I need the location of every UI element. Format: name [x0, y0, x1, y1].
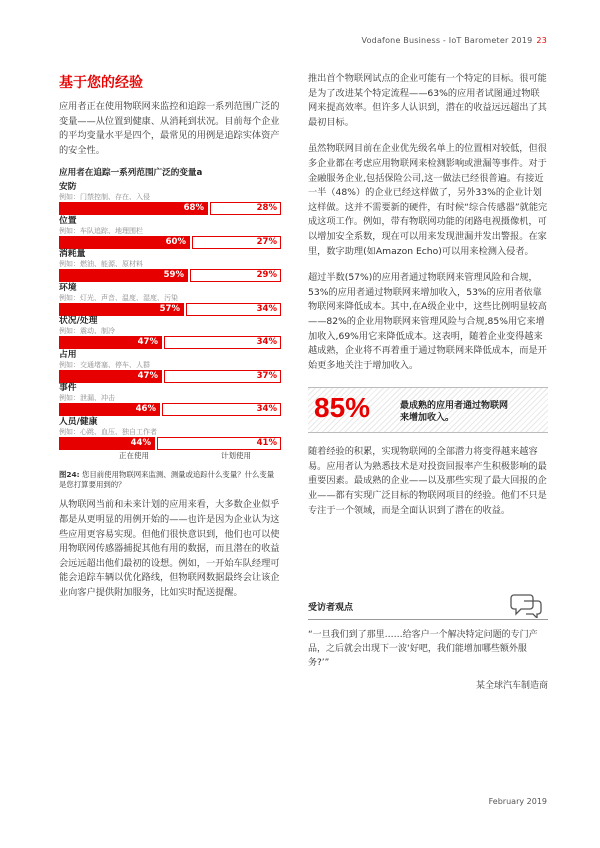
header-title: Vodafone Business - IoT Barometer 2019: [361, 36, 533, 45]
figure-caption: [59, 470, 281, 490]
bar-current: [59, 370, 162, 383]
stat-callout: [308, 387, 548, 433]
bar-current-label: 47%: [137, 370, 158, 381]
bar-planned-label: 34%: [256, 337, 277, 348]
chart-category: [59, 383, 281, 417]
bar-planned-label: 34%: [256, 404, 277, 415]
bar-current: [59, 236, 190, 249]
bar-planned: [164, 370, 281, 383]
chart-category: [59, 216, 281, 250]
page-number: 23: [536, 36, 547, 45]
bar-current: [59, 202, 208, 215]
right-paragraph-1: 推出首个物联网试点的企业可能有一个特定的目标。很可能是为了改进某个特定流程——63%的应用者试图通过物联网来提高效率。但许多人认识到，潜在的收益远远超出了其最初目标。: [308, 73, 547, 128]
stat-value: 85%: [314, 392, 371, 424]
category-name: 状况/处理: [59, 316, 98, 327]
category-example: 例如：门禁控制、存在、入侵: [59, 193, 150, 202]
quote-divider: [308, 619, 548, 620]
bar-planned-label: 34%: [256, 303, 277, 314]
bar-current-label: 47%: [137, 337, 158, 348]
bar-planned-label: 27%: [256, 236, 277, 247]
bar-planned: [164, 336, 281, 349]
category-name: 事件: [59, 383, 77, 394]
body-paragraph: 从物联网当前和未来计划的应用来看，大多数企业似乎都是从更明显的用例开始的——也许是因为企业认为这些应用更容易实现。但他们很快意识到，他们也可以使用物联网传感器捕捉其他有用的数据，而且潜在的收益会远远超出他们最初的设想。例如，一开始车队经理可能会追踪车辆以优化路线，但物联网数据最终会让该企业向客户提供附加服务，比如实时配送提醒。: [59, 499, 280, 598]
chart-category: [59, 316, 281, 350]
bar-current: [59, 437, 155, 450]
bar-group: [59, 437, 281, 450]
category-name: 占用: [59, 349, 77, 360]
quote-heading: 受访者观点: [308, 603, 354, 613]
bar-planned: [190, 269, 281, 282]
category-name: 安防: [59, 182, 77, 193]
bar-planned-label: 37%: [256, 370, 277, 381]
legend-current: 正在使用: [119, 451, 149, 461]
category-name: 环境: [59, 282, 77, 293]
category-example: 例如：心跳、血压、独自工作者: [59, 427, 157, 436]
bar-current-label: 60%: [165, 236, 186, 247]
bar-current: [59, 336, 162, 349]
right-paragraph-2: 虽然物联网目前在企业优先级名单上的位置相对较低，但很多企业都在考虑应用物联网来检测影响或泄漏等事件。对于金融服务企业,包括保险公司,这一做法已经很普遍。有接近一半（48%）的企业已经这样做了，另外33%的企业计划这样做。这并不需要新的硬件，有时候“综合传感器”就能完成这项工作。例如，带有物联网功能的闭路电视摄像机，可以增加安全系数，现在可以用来发现泄漏并发出警报。在家里，数字助理(如Amazon Echo)可以用来检测入侵者。: [308, 143, 548, 257]
caption-text: 您目前使用物联网来监测、测量或追踪什么变量？什么变量是您打算要用到的？: [59, 470, 275, 490]
bar-planned-label: 29%: [256, 270, 277, 281]
bar-group: [59, 202, 281, 215]
chart-category: [59, 350, 281, 384]
bar-current: [59, 403, 160, 416]
bar-group: [59, 303, 281, 316]
category-example: 例如：车队追踪、地理围栏: [59, 226, 143, 235]
quote-box: [308, 600, 548, 691]
chart-category: [59, 283, 281, 317]
category-name: 人员/健康: [59, 416, 98, 427]
quote-text: “一旦我们到了那里……给客户一个解决特定问题的专门产品，之后就会出现下一波‘好吧，我们能增加哪些额外服务?’”: [308, 630, 538, 668]
bar-planned-label: 41%: [256, 437, 277, 448]
category-name: 位置: [59, 215, 77, 226]
bar-group: [59, 236, 281, 249]
chart-category: [59, 417, 281, 451]
bar-current-label: 46%: [135, 404, 156, 415]
bar-planned: [192, 236, 281, 249]
intro-paragraph: 应用者正在使用物联网来监控和追踪一系列范围广泛的变量——从位置到健康、从消耗到状况。目前每个企业的平均变量水平是四个，最常见的用例是追踪实体资产的安全性。: [59, 101, 280, 156]
bar-group: [59, 269, 281, 282]
bar-planned-label: 28%: [256, 203, 277, 214]
bar-current: [59, 269, 188, 282]
chart-category: [59, 182, 281, 216]
bar-group: [59, 370, 281, 383]
bar-current-label: 68%: [183, 203, 204, 214]
bar-group: [59, 403, 281, 416]
bar-planned: [210, 202, 281, 215]
chart-legend: [59, 450, 281, 462]
section-heading: 基于您的经验: [59, 75, 143, 91]
bar-planned: [186, 303, 281, 316]
bar-planned: [157, 437, 281, 450]
bar-current-label: 57%: [159, 303, 180, 314]
quote-attribution: 某全球汽车制造商: [475, 681, 548, 691]
chart-title: 应用者在追踪一系列范围广泛的变量a: [59, 168, 203, 179]
page-footer: February 2019: [488, 797, 547, 806]
speech-bubble-icon: [510, 592, 544, 618]
right-paragraph-4: 随着经验的积累，实现物联网的全部潜力将变得越来越容易。应用者认为熟悉技术是对投资回报率产生积极影响的最重要因素。最成熟的企业——以及那些实现了最大回报的企业——都有实现广泛目标的物联网项目的经验。他们不只是专注于一个领域，而是全面认识到了潜在的收益。: [308, 446, 547, 516]
category-name: 消耗量: [59, 249, 86, 260]
chart-category: [59, 249, 281, 283]
bar-current-label: 59%: [163, 270, 184, 281]
bar-chart: [59, 182, 281, 450]
left-column: [59, 72, 281, 601]
category-example: 例如：泄漏、冲击: [59, 394, 115, 403]
bar-current-label: 44%: [130, 437, 151, 448]
stat-text: 最成熟的应用者通过物联网来增加收入。: [400, 401, 509, 424]
bar-planned: [162, 403, 281, 416]
category-example: 例如：震动、制冷: [59, 327, 115, 336]
right-column: [308, 72, 548, 518]
category-example: 例如：交通堵塞、停车、人群: [59, 360, 150, 369]
page-header: [362, 36, 547, 45]
caption-label: 图24:: [59, 470, 80, 480]
bar-group: [59, 336, 281, 349]
bar-current: [59, 303, 184, 316]
legend-planned: 计划使用: [221, 451, 251, 461]
right-paragraph-3: 超过半数(57%)的应用者通过物联网来管理风险和合规，53%的应用者通过物联网来增加收入，53%的应用者依靠物联网来降低成本。其中,在A级企业中，这些比例明显较高——82%的企业用物联网来管理风险与合规,85%用它来增加收入,69%用它来降低成本。这表明，随着企业变得越来越成熟，企业将不再着重于通过物联网来降低成本，而是开始更多地关注于增加收入。: [308, 272, 547, 371]
category-example: 例如：燃油、能源、原材料: [59, 260, 143, 269]
category-example: 例如：灯光、声音、温度、湿度、污染: [59, 293, 178, 302]
